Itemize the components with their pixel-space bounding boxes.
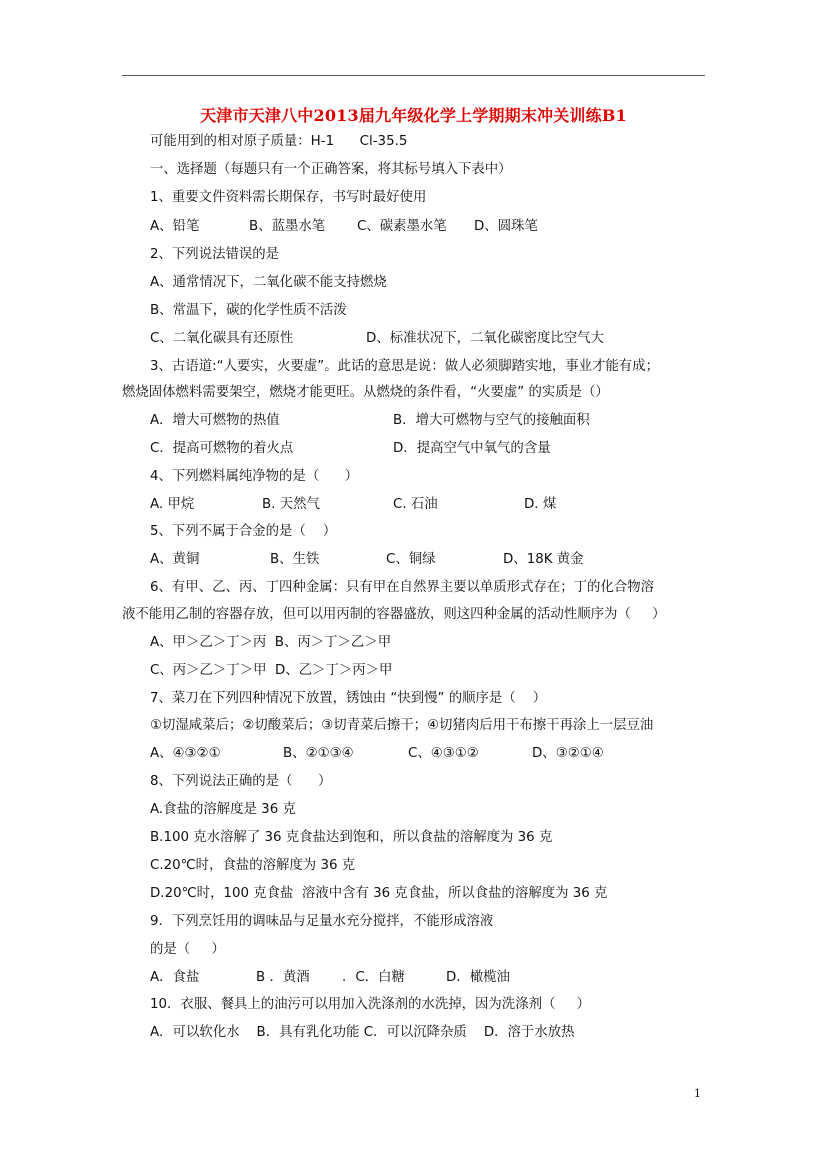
q3-option-d: D．提高空气中氧气的含量 (393, 441, 551, 456)
q3-option-c: C．提高可燃物的着火点 (150, 441, 294, 456)
q5-option-c: C、铜绿 (386, 552, 436, 567)
question-10-stem: 10．衣服、餐具上的油污可以用加入洗涤剂的水洗掉，因为洗涤剂（ ） (150, 997, 591, 1012)
q8-option-c: C.20℃时，食盐的溶解度为 36 克 (150, 858, 356, 873)
question-9-stem-cont: 的是（ ） (150, 942, 225, 957)
question-4-stem: 4、下列燃料属纯净物的是（ ） (150, 469, 359, 484)
question-9-stem: 9．下列烹饪用的调味品与足量水充分搅拌，不能形成溶液 (150, 914, 494, 929)
q7-option-c: C、④③①② (408, 746, 479, 761)
q1-option-d: D、圆珠笔 (474, 219, 538, 234)
q1-option-a: A、铅笔 (150, 219, 200, 234)
q9-option-d: D．橄榄油 (446, 970, 510, 985)
q4-option-d: D. 煤 (524, 497, 557, 512)
q1-option-b: B、蓝墨水笔 (249, 219, 326, 234)
q5-option-b: B、生铁 (270, 552, 320, 567)
q7-option-b: B、②①③④ (283, 746, 354, 761)
q2-option-b: B、常温下，碳的化学性质不活泼 (150, 303, 347, 318)
section-heading: 一、选择题（每题只有一个正确答案，将其标号填入下表中） (150, 162, 512, 177)
q9-option-c: ．C．白糖 (342, 970, 405, 985)
document-title: 天津市天津八中2013届九年级化学上学期期末冲关训练B1 (200, 106, 627, 125)
question-6-stem-cont: 液不能用乙制的容器存放，但可以用丙制的容器盛放，则这四种金属的活动性顺序为（ ） (122, 607, 666, 622)
question-5-stem: 5、下列不属于合金的是（ ） (150, 524, 337, 539)
q7-conditions: ①切湿咸菜后；②切酸菜后；③切青菜后擦干；④切猪肉后用干布擦干再涂上一层豆油 (150, 718, 654, 733)
question-7-stem: 7、菜刀在下列四种情况下放置，锈蚀由 “快到慢” 的顺序是（ ） (150, 691, 547, 706)
q4-option-c: C. 石油 (393, 497, 438, 512)
q3-option-a: A．增大可燃物的热值 (150, 413, 280, 428)
q4-option-b: B. 天然气 (262, 497, 320, 512)
q10-options: A．可以软化水 B．具有乳化功能 C．可以沉降杂质 D．溶于水放热 (150, 1025, 575, 1040)
atomic-mass-line: 可能用到的相对原子质量：H-1 Cl-35.5 (150, 134, 408, 149)
q9-option-a: A．食盐 (150, 970, 200, 985)
q2-option-d: D、标准状况下，二氧化碳密度比空气大 (366, 331, 604, 346)
q8-option-a: A.食盐的溶解度是 36 克 (150, 802, 296, 817)
question-2-stem: 2、下列说法错误的是 (150, 247, 280, 262)
question-6-stem: 6、有甲、乙、丙、丁四种金属：只有甲在自然界主要以单质形式存在；丁的化合物溶 (150, 580, 654, 595)
q6-options-cd: C、丙＞乙＞丁＞甲 D、乙＞丁＞丙＞甲 (150, 663, 393, 678)
q7-option-d: D、③②①④ (532, 746, 604, 761)
q3-option-b: B．增大可燃物与空气的接触面积 (393, 413, 590, 428)
question-8-stem: 8、下列说法正确的是（ ） (150, 774, 332, 789)
q5-option-d: D、18K 黄金 (503, 552, 584, 567)
q1-option-c: C、碳素墨水笔 (357, 219, 447, 234)
header-rule (122, 75, 705, 76)
q9-option-b: B ．黄酒 (256, 970, 310, 985)
q5-option-a: A、黄铜 (150, 552, 200, 567)
q6-options-ab: A、甲＞乙＞丁＞丙 B、丙＞丁＞乙＞甲 (150, 635, 392, 650)
question-1-stem: 1、重要文件资料需长期保存，书写时最好使用 (150, 190, 427, 205)
q8-option-d: D.20℃时，100 克食盐 溶液中含有 36 克食盐，所以食盐的溶解度为 36 克 (150, 886, 608, 901)
question-3-stem-cont: 燃烧固体燃料需要架空，燃烧才能更旺。从燃烧的条件看，“火要虚” 的实质是（） (122, 385, 609, 400)
q8-option-b: B.100 克水溶解了 36 克食盐达到饱和，所以食盐的溶解度为 36 克 (150, 830, 553, 845)
q7-option-a: A、④③②① (150, 746, 221, 761)
question-3-stem: 3、古语道:“人要实，火要虚”。此话的意思是说：做人必须脚踏实地，事业才能有成； (150, 359, 659, 374)
page-number: 1 (694, 1087, 701, 1100)
q4-option-a: A. 甲烷 (150, 497, 195, 512)
q2-option-c: C、二氧化碳具有还原性 (150, 331, 294, 346)
q2-option-a: A、通常情况下，二氧化碳不能支持燃烧 (150, 275, 387, 290)
